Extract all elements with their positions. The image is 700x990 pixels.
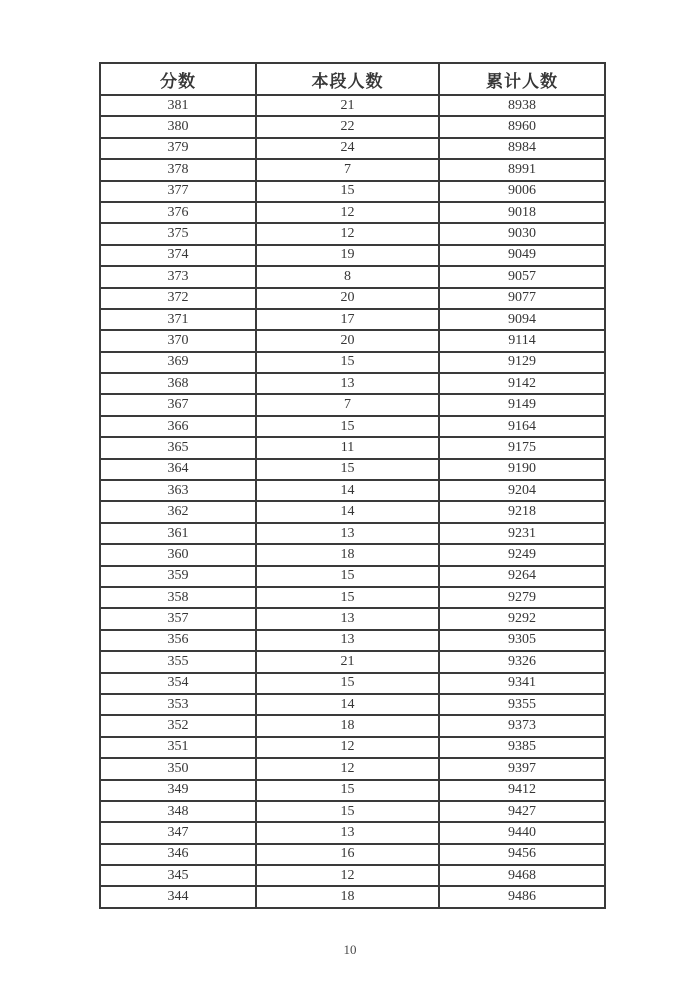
page-number: 10: [343, 942, 357, 957]
table-row: [100, 116, 605, 137]
cumulative-count-cell: 9305: [439, 630, 605, 651]
table-row: [100, 95, 605, 116]
cumulative-count-cell: 9129: [439, 352, 605, 373]
table-row: [100, 630, 605, 651]
segment-count-cell: 8: [256, 266, 439, 287]
cumulative-count-cell: 9341: [439, 673, 605, 694]
score-cell: 347: [100, 822, 256, 843]
segment-count-cell: 13: [256, 608, 439, 629]
cumulative-count-cell: 8991: [439, 159, 605, 180]
score-cell: 350: [100, 758, 256, 779]
segment-count-cell: 12: [256, 758, 439, 779]
score-cell: 363: [100, 480, 256, 501]
cumulative-count-cell: 9486: [439, 886, 605, 907]
segment-count-cell: 24: [256, 138, 439, 159]
table-row: [100, 245, 605, 266]
score-cell: 356: [100, 630, 256, 651]
score-cell: 361: [100, 523, 256, 544]
score-cell: 353: [100, 694, 256, 715]
table-row: [100, 715, 605, 736]
score-cell: 365: [100, 437, 256, 458]
table-row: [100, 330, 605, 351]
cumulative-count-cell: 9279: [439, 587, 605, 608]
cumulative-count-cell: 9114: [439, 330, 605, 351]
segment-count-cell: 14: [256, 694, 439, 715]
cumulative-count-cell: 9204: [439, 480, 605, 501]
score-cell: 345: [100, 865, 256, 886]
cumulative-count-cell: 9264: [439, 566, 605, 587]
segment-count-cell: 13: [256, 523, 439, 544]
table-row: [100, 202, 605, 223]
score-cell: 375: [100, 223, 256, 244]
score-cell: 349: [100, 780, 256, 801]
segment-count-cell: 18: [256, 886, 439, 907]
segment-count-cell: 19: [256, 245, 439, 266]
cumulative-count-cell: 9049: [439, 245, 605, 266]
score-cell: 366: [100, 416, 256, 437]
table-row: [100, 822, 605, 843]
score-cell: 354: [100, 673, 256, 694]
table-row: [100, 223, 605, 244]
header-row: [100, 63, 605, 95]
cumulative-count-cell: 8960: [439, 116, 605, 137]
score-cell: 379: [100, 138, 256, 159]
table-row: [100, 694, 605, 715]
score-cell: 348: [100, 801, 256, 822]
table-row: [100, 544, 605, 565]
segment-count-cell: 13: [256, 630, 439, 651]
score-cell: 371: [100, 309, 256, 330]
segment-count-cell: 13: [256, 373, 439, 394]
cumulative-count-cell: 9440: [439, 822, 605, 843]
segment-count-cell: 20: [256, 288, 439, 309]
score-cell: 378: [100, 159, 256, 180]
cumulative-count-cell: 9397: [439, 758, 605, 779]
table-row: [100, 737, 605, 758]
segment-count-cell: 22: [256, 116, 439, 137]
table-row: [100, 266, 605, 287]
cumulative-count-cell: 9018: [439, 202, 605, 223]
segment-count-cell: 15: [256, 587, 439, 608]
segment-count-cell: 7: [256, 159, 439, 180]
cumulative-count-cell: 9057: [439, 266, 605, 287]
segment-count-cell: 11: [256, 437, 439, 458]
score-cell: 374: [100, 245, 256, 266]
table-body: [100, 95, 605, 908]
table-row: [100, 758, 605, 779]
table-row: [100, 373, 605, 394]
cumulative-count-cell: 9006: [439, 181, 605, 202]
table-row: [100, 523, 605, 544]
score-distribution-table: [99, 62, 606, 909]
cumulative-count-cell: 9142: [439, 373, 605, 394]
table-row: [100, 651, 605, 672]
cumulative-count-cell: 9175: [439, 437, 605, 458]
column-header-score: 分数: [100, 63, 256, 95]
cumulative-count-cell: 9468: [439, 865, 605, 886]
score-cell: 377: [100, 181, 256, 202]
cumulative-count-cell: 9164: [439, 416, 605, 437]
table-row: [100, 437, 605, 458]
table-row: [100, 159, 605, 180]
table-row: [100, 865, 605, 886]
cumulative-count-cell: 9190: [439, 459, 605, 480]
table-row: [100, 608, 605, 629]
table-row: [100, 844, 605, 865]
table-row: [100, 480, 605, 501]
segment-count-cell: 15: [256, 673, 439, 694]
table-row: [100, 780, 605, 801]
segment-count-cell: 15: [256, 416, 439, 437]
score-cell: 362: [100, 501, 256, 522]
table-row: [100, 501, 605, 522]
cumulative-count-cell: 9231: [439, 523, 605, 544]
score-cell: 370: [100, 330, 256, 351]
segment-count-cell: 12: [256, 737, 439, 758]
column-header-cumulative-count: 累计人数: [439, 63, 605, 95]
table-header: [100, 63, 605, 95]
score-cell: 358: [100, 587, 256, 608]
segment-count-cell: 7: [256, 394, 439, 415]
table-row: [100, 138, 605, 159]
table-row: [100, 801, 605, 822]
cumulative-count-cell: 9385: [439, 737, 605, 758]
score-cell: 376: [100, 202, 256, 223]
segment-count-cell: 21: [256, 95, 439, 116]
segment-count-cell: 15: [256, 181, 439, 202]
table-row: [100, 587, 605, 608]
score-cell: 372: [100, 288, 256, 309]
cumulative-count-cell: 9427: [439, 801, 605, 822]
segment-count-cell: 15: [256, 566, 439, 587]
cumulative-count-cell: 9218: [439, 501, 605, 522]
segment-count-cell: 15: [256, 780, 439, 801]
score-cell: 355: [100, 651, 256, 672]
segment-count-cell: 14: [256, 501, 439, 522]
cumulative-count-cell: 9412: [439, 780, 605, 801]
score-cell: 357: [100, 608, 256, 629]
score-cell: 364: [100, 459, 256, 480]
table-row: [100, 886, 605, 907]
cumulative-count-cell: 9149: [439, 394, 605, 415]
cumulative-count-cell: 9326: [439, 651, 605, 672]
segment-count-cell: 14: [256, 480, 439, 501]
segment-count-cell: 20: [256, 330, 439, 351]
score-cell: 360: [100, 544, 256, 565]
segment-count-cell: 12: [256, 223, 439, 244]
segment-count-cell: 17: [256, 309, 439, 330]
segment-count-cell: 12: [256, 865, 439, 886]
segment-count-cell: 15: [256, 352, 439, 373]
cumulative-count-cell: 9030: [439, 223, 605, 244]
cumulative-count-cell: 9355: [439, 694, 605, 715]
cumulative-count-cell: 8984: [439, 138, 605, 159]
table-row: [100, 459, 605, 480]
table-row: [100, 181, 605, 202]
segment-count-cell: 21: [256, 651, 439, 672]
score-cell: 346: [100, 844, 256, 865]
score-cell: 368: [100, 373, 256, 394]
cumulative-count-cell: 9292: [439, 608, 605, 629]
score-cell: 381: [100, 95, 256, 116]
table-row: [100, 566, 605, 587]
cumulative-count-cell: 9456: [439, 844, 605, 865]
score-cell: 373: [100, 266, 256, 287]
score-cell: 344: [100, 886, 256, 907]
cumulative-count-cell: 9094: [439, 309, 605, 330]
segment-count-cell: 15: [256, 801, 439, 822]
segment-count-cell: 18: [256, 715, 439, 736]
column-header-segment-count: 本段人数: [256, 63, 439, 95]
score-cell: 367: [100, 394, 256, 415]
cumulative-count-cell: 9373: [439, 715, 605, 736]
score-cell: 369: [100, 352, 256, 373]
table-row: [100, 288, 605, 309]
table-row: [100, 394, 605, 415]
cumulative-count-cell: 8938: [439, 95, 605, 116]
segment-count-cell: 18: [256, 544, 439, 565]
segment-count-cell: 15: [256, 459, 439, 480]
score-cell: 351: [100, 737, 256, 758]
table-row: [100, 352, 605, 373]
cumulative-count-cell: 9249: [439, 544, 605, 565]
segment-count-cell: 16: [256, 844, 439, 865]
segment-count-cell: 12: [256, 202, 439, 223]
segment-count-cell: 13: [256, 822, 439, 843]
table-row: [100, 309, 605, 330]
score-cell: 352: [100, 715, 256, 736]
cumulative-count-cell: 9077: [439, 288, 605, 309]
table-row: [100, 673, 605, 694]
score-cell: 359: [100, 566, 256, 587]
table-row: [100, 416, 605, 437]
score-cell: 380: [100, 116, 256, 137]
